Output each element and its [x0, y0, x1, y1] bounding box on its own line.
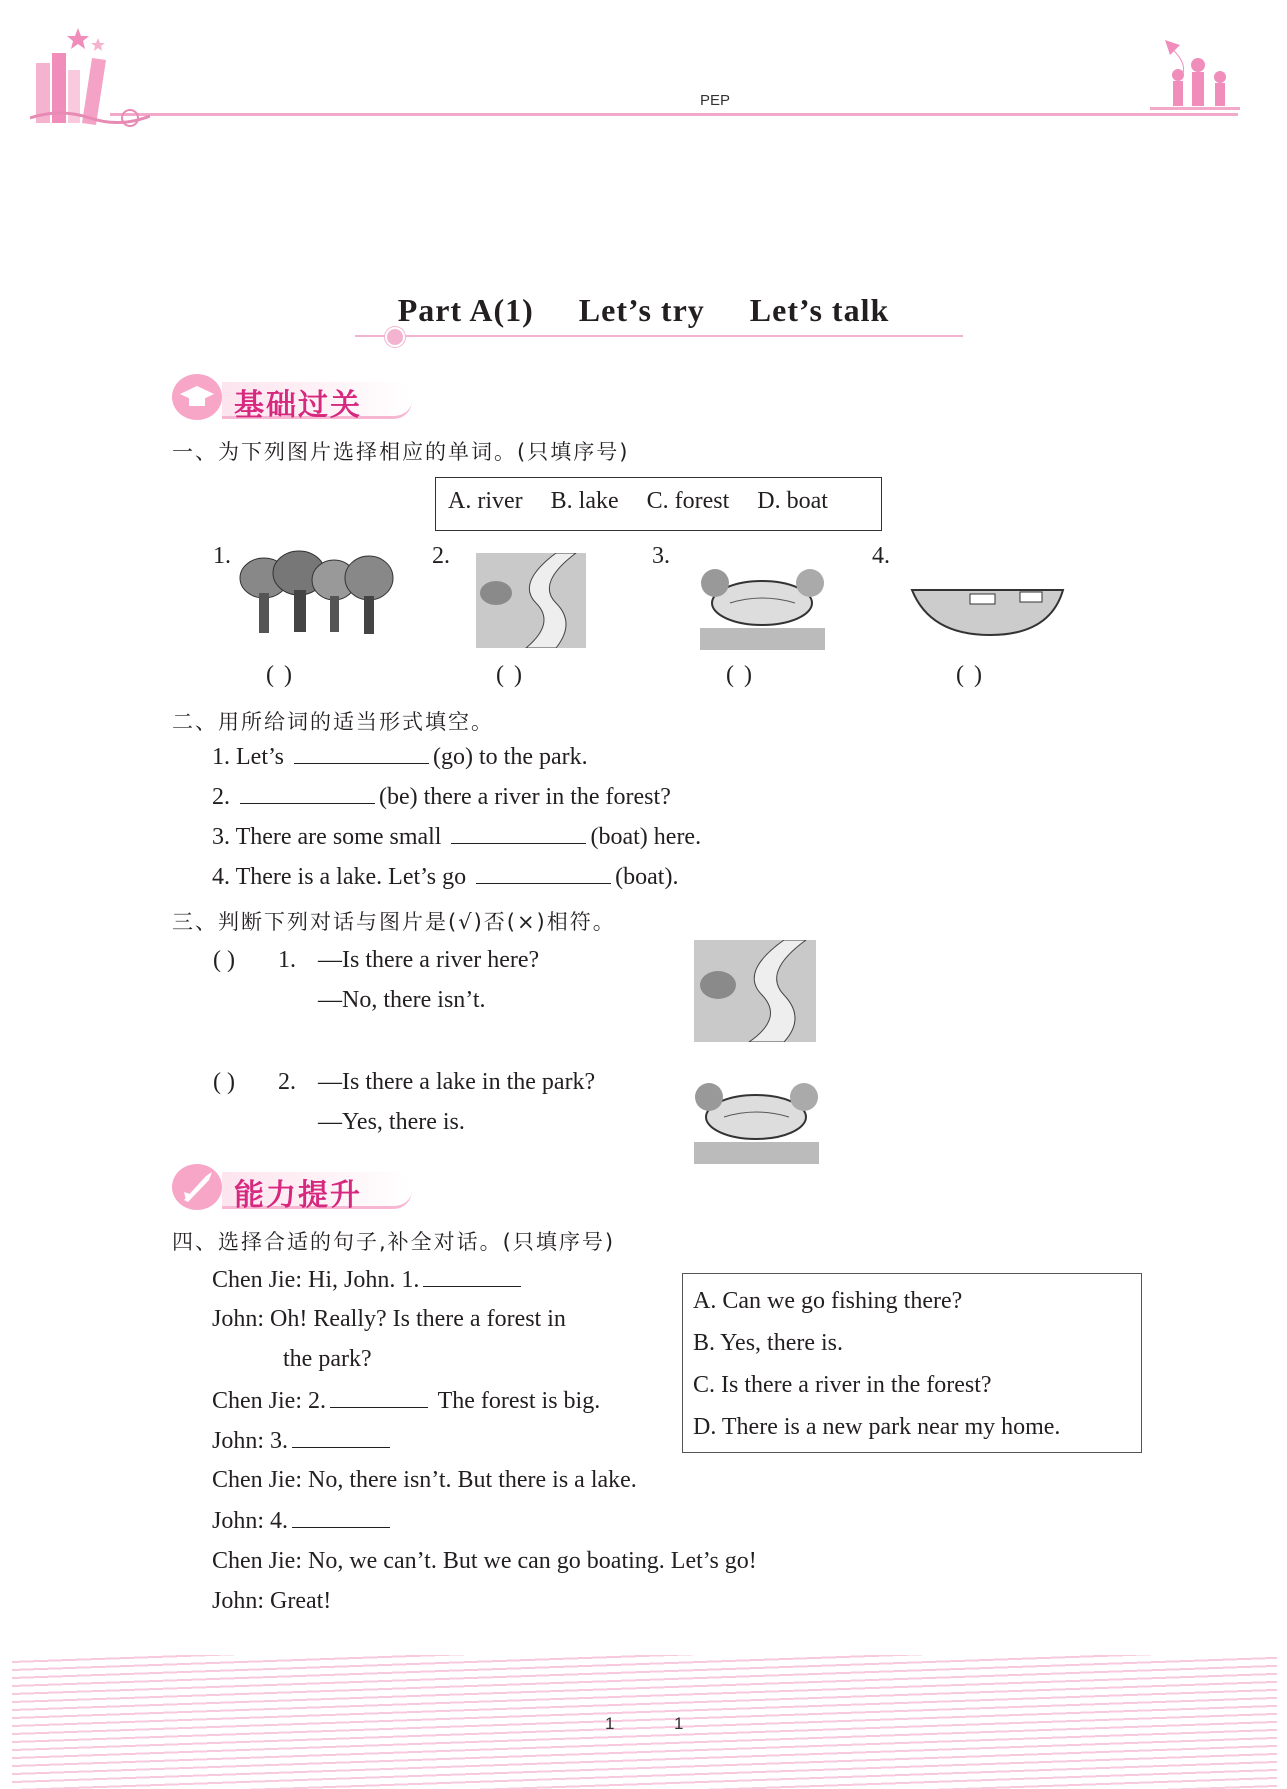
- dialogue-text: Chen Jie: No, we can’t. But we can go boating. Let’s go!: [212, 1548, 757, 1574]
- title-part: Part A(1): [397, 292, 534, 328]
- q1-answer-paren[interactable]: ( ): [266, 662, 294, 688]
- q2-item: [212, 823, 701, 851]
- title-lesson-1: Let’s try: [578, 292, 705, 328]
- q1-item-number: 4.: [872, 543, 890, 569]
- q2-item-text: 1. Let’s: [212, 744, 284, 770]
- q2-item-hint: (be) there a river in the forest?: [379, 784, 671, 810]
- footer-band: [12, 1655, 1277, 1789]
- fill-blank[interactable]: [240, 783, 375, 804]
- q1-option: D. boat: [757, 488, 828, 514]
- kids-with-kite-icon: [1150, 35, 1240, 120]
- q1-option: A. river: [448, 488, 523, 514]
- q3-question: —Is there a river here?: [318, 947, 540, 973]
- q1-options-box: [435, 477, 882, 531]
- fill-blank[interactable]: [292, 1427, 390, 1448]
- title-dot: [385, 327, 405, 347]
- lake-picture: [694, 1072, 819, 1164]
- dialogue-line: [212, 1387, 600, 1415]
- forest-picture: [234, 548, 399, 640]
- section-banner-basic: [172, 374, 422, 424]
- section-title-advanced: 能力提升: [234, 1178, 362, 1213]
- dialogue-line: [212, 1427, 394, 1455]
- section-title-basic: 基础过关: [234, 388, 362, 423]
- q3-reply: —No, there isn’t.: [318, 987, 486, 1013]
- dialogue-text: John: Oh! Really? Is there a forest in: [212, 1306, 566, 1332]
- fill-blank[interactable]: [292, 1507, 390, 1528]
- books-logo-icon: [30, 18, 150, 133]
- dialogue-line: [212, 1467, 637, 1494]
- boat-picture: [910, 580, 1065, 638]
- q4-option: C. Is there a river in the forest?: [693, 1372, 992, 1398]
- dialogue-line: [212, 1507, 394, 1535]
- river-picture: [694, 940, 816, 1042]
- q4-options-box: [682, 1273, 1142, 1453]
- q3-question: —Is there a lake in the park?: [318, 1069, 596, 1095]
- dialogue-line: [283, 1346, 372, 1373]
- q2-item: [212, 783, 671, 811]
- fill-blank[interactable]: [423, 1266, 521, 1287]
- q4-option: D. There is a new park near my home.: [693, 1414, 1061, 1440]
- q2-item-hint: (boat) here.: [590, 824, 702, 850]
- q2-item: [212, 743, 588, 771]
- river-picture: [476, 553, 586, 648]
- page-title: [0, 292, 1287, 329]
- q1-item-number: 3.: [652, 543, 670, 569]
- dialogue-line: [212, 1548, 757, 1575]
- dialogue-text: John: Great!: [212, 1588, 332, 1614]
- section-banner-advanced: [172, 1164, 422, 1214]
- q2-instruction: 二、用所给词的适当形式填空。: [172, 710, 494, 734]
- q1-answer-paren[interactable]: ( ): [726, 662, 754, 688]
- dialogue-text: Chen Jie: No, there isn’t. But there is a lake.: [212, 1467, 637, 1493]
- dialogue-text: John: 3.: [212, 1428, 289, 1454]
- graduation-cap-icon: [172, 374, 222, 420]
- fill-blank[interactable]: [451, 823, 586, 844]
- q2-item-text: 3. There are some small: [212, 824, 442, 850]
- rocket-icon: [172, 1164, 222, 1210]
- q2-item-text: 2.: [212, 784, 230, 810]
- q2-item-hint: (go) to the park.: [433, 744, 588, 770]
- q2-item-hint: (boat).: [615, 864, 679, 890]
- dialogue-text: the park?: [283, 1346, 372, 1372]
- dialogue-line: [212, 1266, 525, 1294]
- q1-option: B. lake: [550, 488, 619, 514]
- dialogue-text: Chen Jie: Hi, John. 1.: [212, 1267, 420, 1293]
- lake-picture: [700, 558, 825, 650]
- fill-blank[interactable]: [330, 1387, 428, 1408]
- title-underline: [355, 335, 963, 337]
- q4-instruction: 四、选择合适的句子,补全对话。(只填序号): [172, 1230, 616, 1254]
- q4-option: B. Yes, there is.: [693, 1330, 844, 1356]
- page-number-right: 1: [674, 1714, 684, 1733]
- dialogue-line: [212, 1306, 566, 1333]
- q3-item-number: 1.: [278, 947, 296, 973]
- q3-answer-paren[interactable]: ( ): [213, 1069, 235, 1095]
- q3-reply: —Yes, there is.: [318, 1109, 465, 1135]
- q2-item: [212, 863, 678, 891]
- q2-item-text: 4. There is a lake. Let’s go: [212, 864, 467, 890]
- dialogue-text: Chen Jie: 2.: [212, 1388, 326, 1414]
- q1-answer-paren[interactable]: ( ): [956, 662, 984, 688]
- q1-option: C. forest: [646, 488, 730, 514]
- q4-option: A. Can we go fishing there?: [693, 1288, 963, 1314]
- header-rule: [110, 113, 1238, 116]
- dialogue-text: John: 4.: [212, 1508, 289, 1534]
- title-lesson-2: Let’s talk: [749, 292, 890, 328]
- q1-answer-paren[interactable]: ( ): [496, 662, 524, 688]
- q1-item-number: 2.: [432, 543, 450, 569]
- page-number-left: 1: [605, 1714, 615, 1733]
- series-label: PEP: [700, 92, 731, 109]
- dialogue-line: [212, 1588, 331, 1615]
- q3-answer-paren[interactable]: ( ): [213, 947, 235, 973]
- q1-item-number: 1.: [213, 543, 231, 569]
- q3-item-number: 2.: [278, 1069, 296, 1095]
- dialogue-tail: The forest is big.: [437, 1388, 601, 1414]
- fill-blank[interactable]: [294, 743, 429, 764]
- q1-instruction: 一、为下列图片选择相应的单词。(只填序号): [172, 440, 630, 464]
- fill-blank[interactable]: [476, 863, 611, 884]
- q3-instruction: 三、判断下列对话与图片是(√)否(×)相符。: [172, 910, 616, 934]
